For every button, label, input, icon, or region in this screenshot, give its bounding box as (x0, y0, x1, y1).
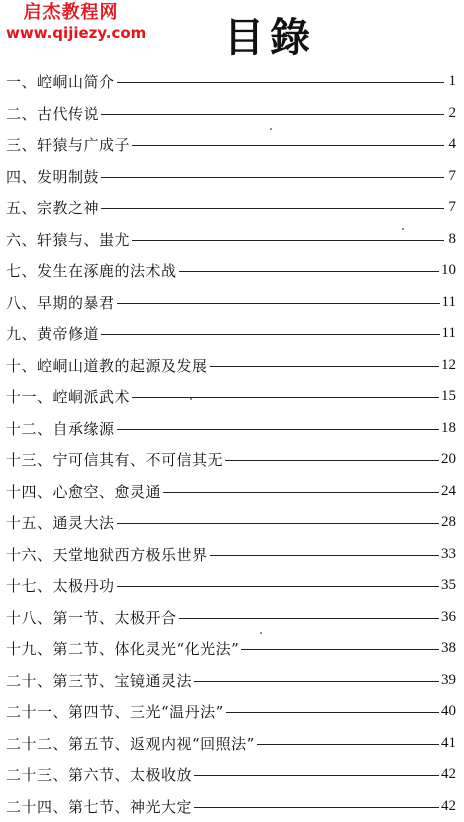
toc-entry-page-number: 4 (446, 136, 456, 153)
toc-entry-title: 十八、第一节、太极开合 (6, 607, 177, 628)
toc-entry-title: 二十二、第五节、返观内视“回照法” (6, 733, 255, 754)
toc-entry (0, 98, 464, 130)
toc-entry-title: 十四、心愈空、愈灵通 (6, 481, 161, 502)
toc-entry-page-number: 7 (446, 168, 456, 185)
watermark-site-name: 启杰教程网 (6, 4, 136, 22)
toc-entry (0, 192, 464, 224)
paper-speck (190, 398, 192, 400)
site-watermark (6, 4, 166, 41)
toc-entry (0, 381, 464, 413)
toc-leader-line (241, 649, 439, 650)
toc-entry-title: 二十三、第六节、太极收放 (6, 764, 192, 785)
toc-leader-line (117, 586, 439, 587)
toc-entry (0, 350, 464, 382)
toc-entry-title: 十三、宁可信其有、不可信其无 (6, 449, 223, 470)
toc-entry-page-number: 7 (446, 199, 456, 216)
toc-entry-title: 十七、太极丹功 (6, 575, 115, 596)
toc-entry (0, 224, 464, 256)
toc-entry-page-number: 40 (441, 703, 456, 720)
toc-entry (0, 728, 464, 760)
toc-entry-title: 二十一、第四节、三光“温丹法” (6, 701, 224, 722)
toc-entry-title: 二、古代传说 (6, 103, 99, 124)
toc-leader-line (101, 177, 444, 178)
toc-leader-line (117, 303, 440, 304)
toc-entry-page-number: 42 (441, 766, 456, 783)
watermark-site-url: www.qijiezy.com (6, 26, 166, 41)
toc-entry-page-number: 24 (441, 483, 456, 500)
toc-entry-title: 三、轩猿与广成子 (6, 134, 130, 155)
toc-entry (0, 66, 464, 98)
toc-entry (0, 570, 464, 602)
toc-entry-title: 二十四、第七节、神光大定 (6, 796, 192, 817)
toc-leader-line (132, 240, 444, 241)
toc-entry-title: 二十、第三节、宝镜通灵法 (6, 670, 192, 691)
paper-speck (260, 632, 262, 634)
toc-leader-line (210, 555, 439, 556)
toc-entry-title: 八、早期的暴君 (6, 292, 115, 313)
toc-leader-line (117, 523, 439, 524)
toc-entry (0, 759, 464, 791)
toc-leader-line (132, 145, 444, 146)
toc-entry-page-number: 11 (442, 294, 456, 311)
toc-leader-line (117, 429, 439, 430)
toc-entry (0, 602, 464, 634)
toc-entry-page-number: 2 (446, 105, 456, 122)
toc-leader-line (132, 397, 439, 398)
table-of-contents (0, 66, 464, 822)
toc-entry-page-number: 10 (441, 262, 456, 279)
toc-entry-page-number: 8 (446, 231, 456, 248)
toc-entry (0, 633, 464, 665)
toc-entry (0, 161, 464, 193)
toc-leader-line (179, 618, 439, 619)
toc-entry-page-number: 15 (441, 388, 456, 405)
page-title: 目錄 (224, 6, 316, 63)
toc-entry-page-number: 28 (441, 514, 456, 531)
toc-leader-line (194, 681, 439, 682)
toc-entry-page-number: 41 (441, 735, 456, 752)
toc-leader-line (117, 82, 444, 83)
toc-entry-title: 十二、自承缘源 (6, 418, 115, 439)
toc-entry-page-number: 12 (441, 357, 456, 374)
toc-leader-line (101, 208, 444, 209)
toc-leader-line (225, 460, 439, 461)
paper-speck (270, 128, 272, 130)
toc-entry-page-number: 1 (446, 73, 456, 90)
toc-entry-title: 五、宗教之神 (6, 197, 99, 218)
toc-leader-line (194, 807, 439, 808)
toc-entry-page-number: 35 (441, 577, 456, 594)
toc-entry-title: 十五、通灵大法 (6, 512, 115, 533)
toc-entry (0, 476, 464, 508)
toc-entry (0, 287, 464, 319)
toc-leader-line (101, 114, 444, 115)
toc-leader-line (179, 271, 439, 272)
toc-leader-line (210, 366, 439, 367)
toc-entry-page-number: 42 (441, 798, 456, 815)
toc-entry (0, 791, 464, 822)
toc-entry-page-number: 33 (441, 546, 456, 563)
toc-entry-page-number: 11 (442, 325, 456, 342)
toc-entry (0, 665, 464, 697)
toc-entry-page-number: 20 (441, 451, 456, 468)
toc-entry-title: 十一、崆峒派武术 (6, 386, 130, 407)
toc-entry-title: 七、发生在涿鹿的法术战 (6, 260, 177, 281)
toc-entry-title: 一、崆峒山简介 (6, 71, 115, 92)
toc-leader-line (194, 775, 439, 776)
toc-entry-page-number: 36 (441, 609, 456, 626)
toc-entry (0, 696, 464, 728)
toc-entry (0, 507, 464, 539)
toc-leader-line (101, 334, 440, 335)
toc-entry (0, 413, 464, 445)
toc-entry-title: 十、崆峒山道教的起源及发展 (6, 355, 208, 376)
toc-entry (0, 255, 464, 287)
toc-entry (0, 129, 464, 161)
toc-entry-title: 九、黄帝修道 (6, 323, 99, 344)
toc-entry (0, 539, 464, 571)
toc-entry (0, 318, 464, 350)
toc-entry-title: 十六、天堂地狱西方极乐世界 (6, 544, 208, 565)
toc-leader-line (226, 712, 439, 713)
toc-entry-page-number: 38 (441, 640, 456, 657)
toc-entry-page-number: 39 (441, 672, 456, 689)
toc-entry-title: 四、发明制鼓 (6, 166, 99, 187)
toc-entry-page-number: 18 (441, 420, 456, 437)
toc-leader-line (163, 492, 439, 493)
paper-speck (402, 228, 404, 230)
toc-entry-title: 十九、第二节、体化灵光“化光法” (6, 638, 239, 659)
toc-entry (0, 444, 464, 476)
toc-entry-title: 六、轩猿与、蚩尤 (6, 229, 130, 250)
toc-leader-line (257, 744, 439, 745)
